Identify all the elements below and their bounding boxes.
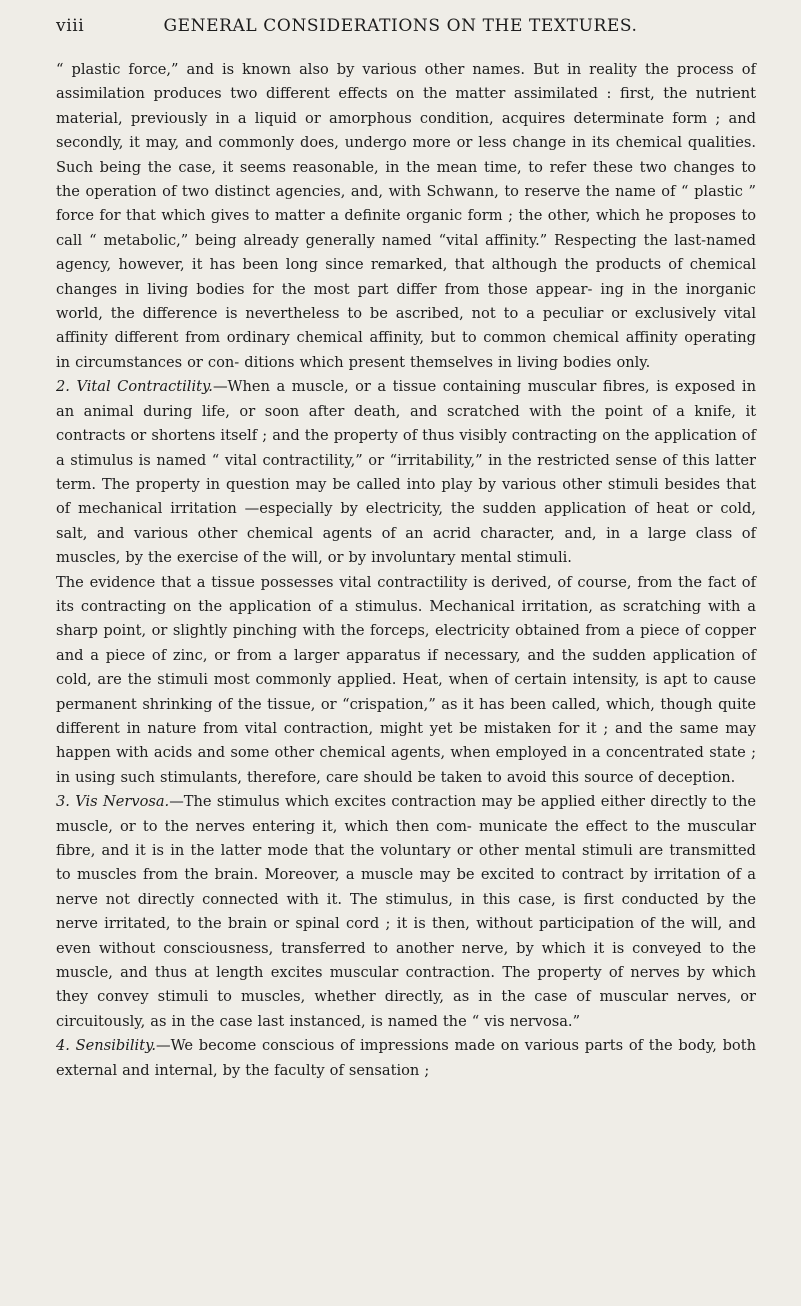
paragraph-text: —When a muscle, or a tissue containing muscular fibres, is exposed in an animal during life, or soon after death, and scratched with the point of a knife, it contracts or shortens itself ; and the property of thus visibly contracting on the application of a stimulus is named “ vital contractility,” or “irritability,” in the restricted sense of this latter term. The property in question may be called into play by various other stimuli besides that of mechanical irritation —especially by electricity, the sudden application of heat or cold, salt, and various other chemical agents of an acrid character, and, in a large class of muscles, by the exercise of the will, or by involuntary mental stimuli.: [56, 378, 756, 567]
paragraph: [56, 58, 756, 375]
paragraph: [56, 571, 756, 791]
paragraph-text: “ plastic force,” and is known also by various other names. But in reality the process of assimilation produces two different effects on the matter assimilated : first, the nutrient material, previously in a liquid or amorphous condition, acquires determinate form ; and secondly, it may, and commonly does, undergo more or less change in its chemical qualities. Such being the case, it seems reasonable, in the mean time, to refer these two changes to the operation of two distinct agencies, and, with Schwann, to reserve the name of “ plastic ” force for that which gives to matter a definite organic form ; the other, which he proposes to call “ metabolic,” being already generally named “vital affinity.” Respecting the last-named agency, however, it has been long since remarked, that although the products of chemical changes in living bodies for the most part differ from those appear- ing in the inorganic world, the difference is nevertheless to be ascribed, not to a peculiar or exclusively vital affinity different from ordinary chemical affinity, but to common chemical affinity operating in circumstances or con- ditions which present themselves in living bodies only.: [56, 61, 756, 371]
paragraph-text: The evidence that a tissue possesses vital contractility is derived, of course, from the fact of its contracting on the application of a stimulus. Mechanical irritation, as scratching with a sharp point, or slightly pinching with the forceps, electricity obtained from a piece of copper and a piece of zinc, or from a larger apparatus if necessary, and the sudden application of cold, are the stimuli most commonly applied. Heat, when of certain intensity, is apt to cause permanent shrinking of the tissue, or “crispation,” as it has been called, which, though quite different in nature from vital contraction, might yet be mistaken for it ; and the same may happen with acids and some other chemical agents, when employed in a concentrated state ; in using such stimulants, therefore, care should be taken to avoid this source of deception.: [56, 573, 756, 786]
page-number: viii: [56, 16, 85, 36]
paragraph: [56, 790, 756, 1034]
paragraph-heading: 4. Sensibility.: [56, 1037, 157, 1055]
paragraph: [56, 375, 756, 570]
paragraph-heading: 3. Vis Nervosa.: [56, 793, 170, 811]
paragraph-heading: 2. Vital Contractility.: [56, 378, 213, 396]
paragraph: [56, 1034, 756, 1083]
body-text: [56, 58, 756, 1083]
running-header: [56, 14, 745, 42]
paragraph-text: —We become conscious of impressions made on various parts of the body, both external and internal, by the faculty of sensation ;: [56, 1037, 756, 1079]
paragraph-text: —The stimulus which excites contraction may be applied either directly to the muscle, or to the nerves entering it, which then com- municate the effect to the muscular fibre, and it is in the latter mode that the voluntary or other mental stimuli are transmitted to muscles from the brain. Moreover, a muscle may be excited to contract by irritation of a nerve not directly connected with it. The stimulus, in this case, is first conducted by the nerve irritated, to the brain or spinal cord ; it is then, without participation of the will, and even without consciousness, transferred to another nerve, by which it is conveyed to the muscle, and thus at length excites muscular contraction. The property of nerves by which they convey stimuli to muscles, whether directly, as in the case of muscular nerves, or circuitously, as in the case last instanced, is named the “ vis nervosa.”: [56, 793, 756, 1030]
running-title: GENERAL CONSIDERATIONS ON THE TEXTURES.: [163, 16, 638, 36]
